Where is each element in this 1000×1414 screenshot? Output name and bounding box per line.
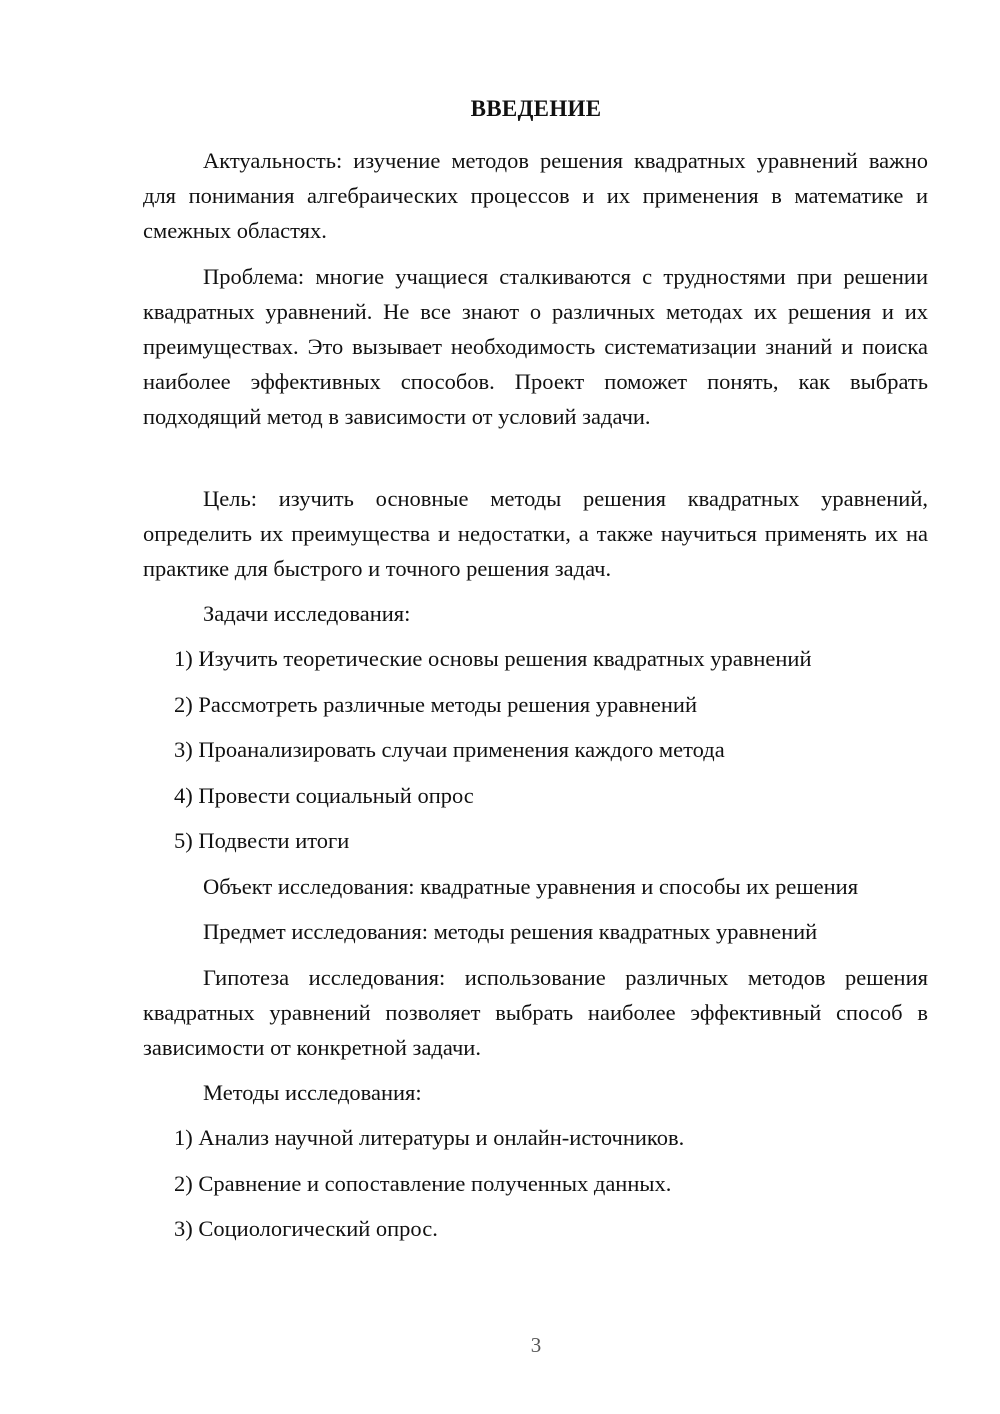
- task-item: 2) Рассмотреть различные методы решения уравнений: [174, 692, 697, 717]
- research-object: Объект исследования: квадратные уравнения и способы их решения: [203, 874, 859, 899]
- problem-paragraph: Проблема: многие учащиеся сталкиваются с трудностями при решении квадратных уравнений. Не все знают о различных методах их решения и их преимуществах. Это вызывает необходимость систематизации знаний и поиска наиболее эффективных способов. Проект поможет понять, как выбрать подходящий метод в зависимости от условий задачи.: [143, 264, 928, 429]
- hypothesis-paragraph: Гипотеза исследования: использование различных методов решения квадратных уравнений позволяет выбрать наиболее эффективный способ в зависимости от конкретной задачи.: [143, 965, 928, 1060]
- page-title: ВВЕДЕНИЕ: [470, 96, 602, 121]
- methods-title: Методы исследования:: [203, 1080, 422, 1105]
- method-item: 2) Сравнение и сопоставление полученных данных.: [174, 1171, 672, 1196]
- research-subject: Предмет исследования: методы решения квадратных уравнений: [203, 919, 818, 944]
- page-number: 3: [530, 1333, 542, 1357]
- relevance-paragraph: Актуальность: изучение методов решения квадратных уравнений важно для понимания алгебраических процессов и их применения в математике и смежных областях.: [143, 148, 928, 243]
- goal-paragraph: Цель: изучить основные методы решения квадратных уравнений, определить их преимущества и недостатки, а также научиться применять их на практике для быстрого и точного решения задач.: [143, 486, 928, 581]
- task-item: 3) Проанализировать случаи применения каждого метода: [174, 737, 725, 762]
- tasks-title: Задачи исследования:: [203, 601, 411, 626]
- task-item: 4) Провести социальный опрос: [174, 783, 474, 808]
- task-item: 5) Подвести итоги: [174, 828, 350, 853]
- method-item: 3) Социологический опрос.: [174, 1216, 438, 1241]
- method-item: 1) Анализ научной литературы и онлайн-источников.: [174, 1125, 685, 1150]
- task-item: 1) Изучить теоретические основы решения квадратных уравнений: [174, 646, 812, 671]
